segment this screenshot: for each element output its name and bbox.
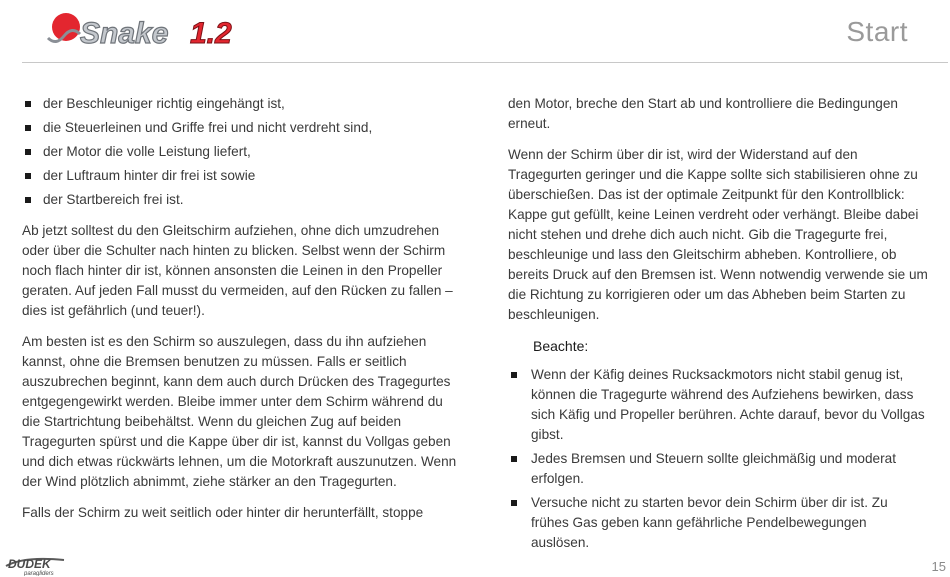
paragraph: Falls der Schirm zu weit seitlich oder hinter dir herunterfällt, stoppe xyxy=(22,505,424,520)
note-list xyxy=(508,365,928,553)
snake-logo xyxy=(46,8,251,54)
logo-version: 1.2 xyxy=(190,17,232,50)
page-number: 15 xyxy=(931,559,946,574)
checklist xyxy=(22,94,462,210)
paragraph: Wenn der Schirm über dir ist, wird der Widerstand auf den Tragegurten geringer und die Kappe sollte sich stabilisieren ohne zu überschießen. Das ist der optimale Zeitpunkt für den Kontrollblick: Kappe gut gefüllt, keine Leinen verdreht oder verhängt. Bleibe dabei nicht stehen und drehe dich auch nicht. Gib die Tragegurte frei, beschleunige und lass den Gleitschirm abheben. Kontrolliere, ob bereits Druck auf den Bremsen ist. Wenn notwendig verwende sie um die Richtung zu korrigieren oder um das Abheben beim Starten zu beschleunigen. xyxy=(508,147,928,322)
paragraph: Ab jetzt solltest du den Gleitschirm aufziehen, ohne dich umzudrehen oder über die Schulter nach hinten zu blicken. Selbst wenn der Schirm noch flach hinter dir ist, können ansonsten die Leinen in den Propeller geraten. Auf jeden Fall musst du vermeiden, auf den Rücken zu fallen – dies ist gefährlich (und teuer!). xyxy=(22,223,453,318)
list-item: Jedes Bremsen und Steuern sollte gleichmäßig und moderat erfolgen. xyxy=(508,449,928,489)
paragraph: Am besten ist es den Schirm so auszulegen, dass du ihn aufziehen kannst, ohne die Bremsen benutzen zu müssen. Falls er seitlich auszubrechen beginnt, kann dem auch durch Drücken des Tragegurtes entgegengewirkt werden. Bleibe immer unter dem Schirm während du die Startrichtung beibehältst. Wenn du gleichen Zug auf beiden Tragegurten spürst und die Kappe über dir ist, kannst du Vollgas geben und dich etwas rückwärts lehnen, um die Motorkraft auszunutzen. Wenn der Wind plötzlich abnimmt, ziehe stärker an den Tragegurten. xyxy=(22,334,457,489)
header-divider xyxy=(22,62,948,63)
footer-brand: DUDEK xyxy=(8,557,51,571)
list-item: Versuche nicht zu starten bevor dein Schirm über dir ist. Zu frühes Gas geben kann gefährliche Pendelbewegungen auslösen. xyxy=(508,493,928,553)
list-item: der Startbereich frei ist. xyxy=(22,190,462,210)
list-item: der Luftraum hinter dir frei ist sowie xyxy=(22,166,462,186)
page-title: Start xyxy=(846,16,908,47)
list-item: Wenn der Käfig deines Rucksackmotors nicht stabil genug ist, können die Tragegurte während des Aufziehens bewirken, dass sich Käfig und Propeller berühren. Achte darauf, bevor du Vollgas gibst. xyxy=(508,365,928,445)
right-column xyxy=(508,94,928,564)
list-item: der Beschleuniger richtig eingehängt ist, xyxy=(22,94,462,114)
left-column xyxy=(22,94,462,534)
dudek-logo xyxy=(4,554,72,576)
logo-word: Snake xyxy=(80,17,169,50)
footer-brand-sub: paragliders xyxy=(24,571,54,576)
paragraph: den Motor, breche den Start ab und kontrolliere die Bedingungen erneut. xyxy=(508,96,898,131)
list-item: die Steuerleinen und Griffe frei und nicht verdreht sind, xyxy=(22,118,462,138)
note-heading: Beachte: xyxy=(533,338,589,354)
logo-red-circle xyxy=(52,13,80,41)
list-item: der Motor die volle Leistung liefert, xyxy=(22,142,462,162)
